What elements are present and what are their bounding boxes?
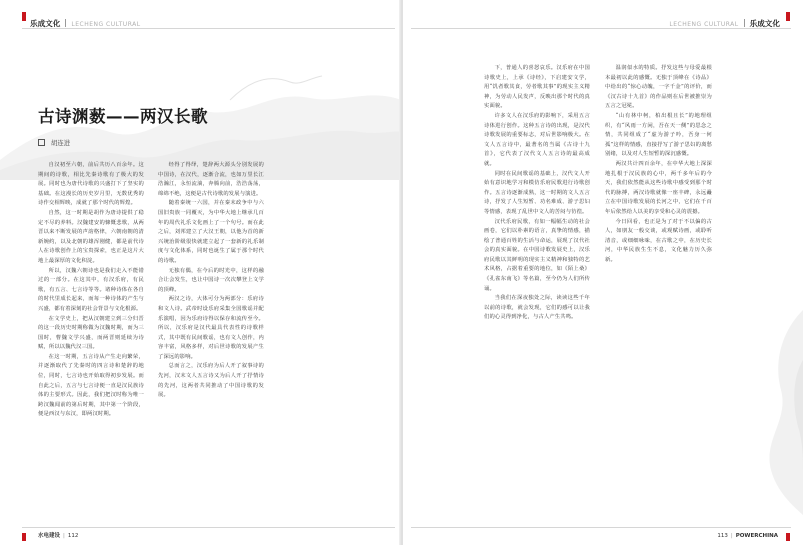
paragraph: 今日回看，也正是为了对于不以偏的古人，如朋友一般交谈，或观赋诗画，或聆听清音，或细细咏味，在古歌之中，在历史长河，中华民族生生不息，文化魅力历久弥新。 [605, 218, 712, 263]
text-column-left-2 [158, 161, 264, 401]
page-number: 112 [67, 533, 79, 539]
section-tab-marker [786, 12, 790, 21]
magazine-name-en: POWERCHINA [735, 533, 778, 539]
running-header-left [30, 11, 141, 28]
text-column-right-2 [605, 64, 712, 265]
paragraph: 无独有偶，在今后的时光中，这样的融合让会发生，也让中国诗一次次攀登上文学的顶峰。 [158, 267, 264, 293]
paragraph: 下，普通人的喜怒哀乐。汉乐府在中国诗歌史上，上承《诗经》，下启建安文学，用“饥者歌其食，劳者歌其事”的现实主义精神，为劳动人民发声，反映出那个时代的真实面貌。 [484, 65, 590, 110]
running-header-right [669, 11, 780, 28]
paragraph: 温润似水的特质。抒发这些与母爱最根本最初以此的感慨。无独于顶峰在《诗品》中给出的“惊心动魄，一字千金”的评价，而《汉古诗十九首》的作品则在后世被推崇为五言之冠冕。 [605, 65, 712, 110]
left-page [0, 0, 401, 545]
section-name: 乐成文化 [30, 19, 61, 28]
header-rule [22, 28, 395, 29]
author-box-icon [38, 139, 45, 146]
paragraph: 许多文人在汉乐府的影响下，采用五言诗体进行创作。这种五言诗的出现，是汉代诗歌发展的重要标志，对后世影响极大。在文人五言诗中，最著名的当属《古诗十九首》，它代表了汉代文人五言诗的最高成就。 [484, 112, 590, 167]
paragraph: 自然，这一时期是胡作为唐诗提供了稳定不尽的养料。汉魏建安的慷慨悲歌，从两晋以来不断发展的声韵格律，六朝南朝的清新婉约，以及北朝的雄浑刚健，都是前代诗人在诗歌创作上的宝贵探索，也正是这片大地上最深厚的文化积淀。 [38, 209, 144, 264]
header-divider [744, 19, 745, 27]
footer-rule [22, 527, 395, 528]
folio-left: 水电建设 | 112 [38, 533, 79, 539]
paragraph: 所以，汉魏六朝诗也是我们走入不能错过的一部分。在这其中，有汉乐府，有民歌，有五言、七言诗等等。诸种诗体在各自的时代里成长起来，而每一种诗体的产生与兴盛，都有着深刻的社会背景与文化根源。 [38, 267, 144, 312]
article-title: 古诗渊薮——两汉长歌 [38, 107, 208, 126]
paragraph: 当我们在深夜独处之际，读读这些千年以前的诗歌，就会发现，它们的感可以让我们的心灵得到净化，与古人产生共鸣。 [484, 295, 590, 321]
folio-right: 113 | POWERCHINA [717, 533, 778, 539]
header-rule [411, 28, 791, 29]
section-tab-marker [22, 12, 26, 21]
text-column-left-1 [38, 161, 144, 420]
text-column-right-1 [484, 64, 590, 323]
paragraph: 同时在民间歌谣的基础上，汉代文人开始有意识地学习和模仿乐府民歌进行诗歌创作。五言诗逐渐成熟，这一时期的文人五言诗，抒发了人生短暂、功名难成、游子思妇等情感，表现了乱世中文人的苦闷与彷徨。 [484, 170, 590, 215]
magazine-name: 水电建设 [38, 533, 61, 539]
footer-tab-marker [22, 533, 26, 541]
ink-wash-mountain-illustration [653, 270, 803, 520]
author-line [38, 138, 70, 147]
paragraph: 两汉之诗，大体可分为两部分：乐府诗和文人诗。武帝时设乐府采集全国歌谣并配乐演唱，因为乐府诗得以保存和流传至今。所以，汉乐府是汉代最具代表性的诗歌样式，其中既有民间歌谣，也有文人创作，内容丰富，风格多样，对后世诗歌的发展产生了深远的影响。 [158, 296, 264, 360]
right-page [403, 0, 804, 545]
section-name-en: LECHENG CULTURAL [669, 21, 739, 28]
paragraph: 两汉共计四百余年，在中华大地上深深地扎根于汉民族的心中，两千多年后的今天，我们依然能从这些诗歌中感受到那个时代的脉搏，两汉诗歌就像一座丰碑，永远矗立在中国诗歌发展的长河之中，它们在千百年后依然给人以美的享受和心灵的震撼。 [605, 160, 712, 215]
paragraph: 在文学史上，把从汉朝建立到三分归晋的这一段历史时期称做为汉魏时期，而为三国时，曹魏文学兴盛，而两晋则延续为诗赋，所以以魏代汉三国。 [38, 315, 144, 351]
paragraph: 总而言之，汉乐府为后人开了叙事诗的先河，汉末文人五言诗又为后人开了抒情诗的先河，这两者共同推动了中国诗歌的发展。 [158, 363, 264, 399]
section-name: 乐成文化 [749, 19, 780, 28]
page-number: 113 [717, 533, 728, 539]
author-name: 胡连进 [51, 139, 71, 147]
paragraph: 在这一时期，五言诗从产生走向繁荣，并逐渐取代了先秦时的四言诗和楚辞的地位，同时，七言诗也开始取得初步发展。而自此之后，五言与七言诗便一直是汉民族诗体的主要形式。因此，我们把汉时称为唯一跨汉魏闻前的第后时期，其中第一个阶段，便是西汉与东汉，即两汉时期。 [38, 353, 144, 418]
paragraph: 经得了得绎，楚辞两大源头分别发展的中国诗，在汉代，逐渐合流，也如万里长江浩瀚江，永恒流淌，奔腾向前，浩浩荡荡，绵绵不绝，这便是古代诗歌的发展与演进。 [158, 162, 264, 197]
section-name-en: LECHENG CULTURAL [71, 21, 141, 28]
footer-tab-marker [786, 533, 790, 541]
paragraph: 汉代乐府民歌，有如一幅幅生动的社会画卷，它们以朴素的语言，真挚的情感，描绘了普通百姓的生活与命运，展现了汉代社会的真实面貌。在中国诗歌发展史上，汉乐府民歌以其鲜明的现实主义精神和独特的艺术风格，占据着重要的地位，如《陌上桑》《孔雀东南飞》等名篇，至今仍为人们所传诵。 [484, 218, 590, 292]
header-divider [65, 19, 66, 27]
paragraph: “山有林中柯，柏出根且长”的地理组织，有“风雨一方闲，吾在天一侧”的思念之情，共同组成了“虚为游子吟，吾身一何孤”这样的情感，直接抒写了游子思妇的离愁别绪，以及对人生短暂的深沉感慨。 [605, 112, 712, 158]
footer-rule [411, 527, 791, 528]
paragraph: 自汉初至六朝，前后共历八百余年。这期间的诗歌，相比先秦诗歌有了极大的发展。同时也为唐代诗歌的兴盛打下了坚实的基础。在这漫长的历史岁月里，无数优秀的诗作交相辉映，成就了那个时代的辉煌。 [38, 162, 144, 207]
paragraph: 随着秦统一六国，并在秦末政争中与六国旧贵族一同覆灭，为中华大地上继承几百年的周代礼乐文化画上了一个句号。而在此之后，刘邦建立了大汉王朝，以他为首的新兴统治阶级很快就建立起了一套新的礼乐制度与文化体系，同时也诞生了属于那个时代的诗歌。 [158, 200, 264, 264]
